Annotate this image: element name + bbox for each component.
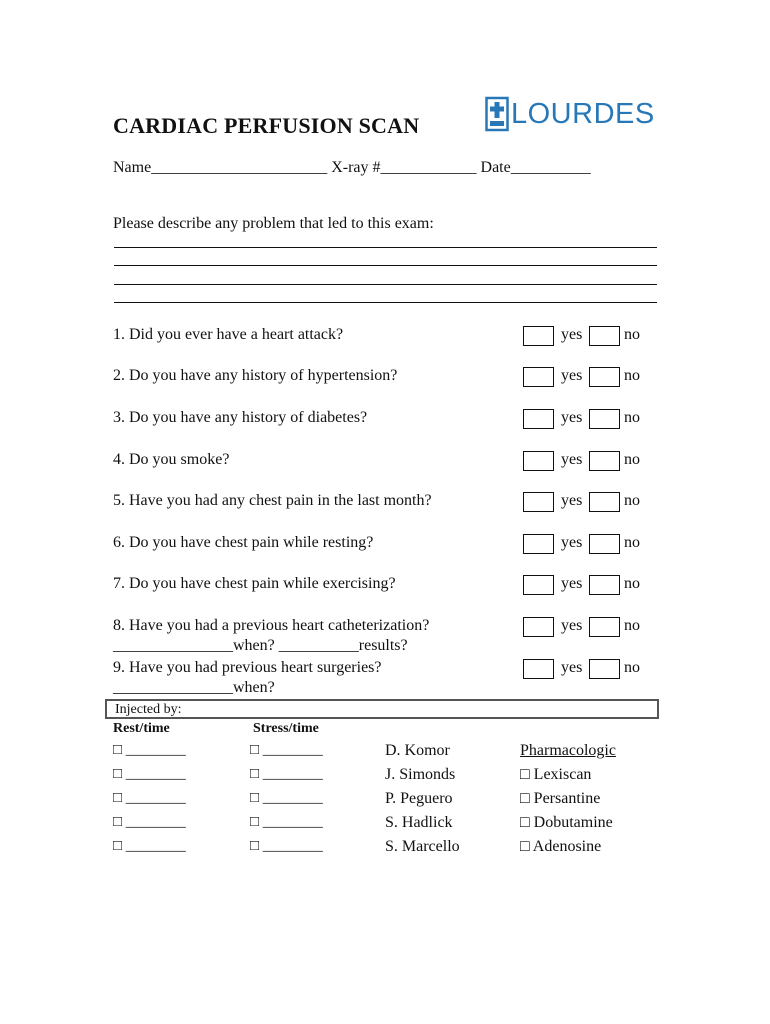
- no-checkbox[interactable]: [589, 575, 620, 595]
- yes-label: yes: [561, 326, 583, 343]
- no-checkbox[interactable]: [589, 659, 620, 679]
- question-text: 2. Do you have any history of hypertension?: [113, 367, 398, 384]
- no-checkbox[interactable]: [589, 367, 620, 387]
- question-text: 3. Do you have any history of diabetes?: [113, 409, 368, 426]
- question-text: 6. Do you have chest pain while resting?: [113, 534, 374, 551]
- hospital-logo: [485, 96, 655, 132]
- no-checkbox[interactable]: [589, 409, 620, 429]
- stress-time-entry[interactable]: □ ________: [250, 838, 323, 854]
- question-text: 4. Do you smoke?: [113, 451, 230, 468]
- rest-time-header: Rest/time: [113, 721, 170, 736]
- yes-checkbox[interactable]: [523, 534, 554, 554]
- yes-checkbox[interactable]: [523, 367, 554, 387]
- question-text: 1. Did you ever have a heart attack?: [113, 326, 344, 343]
- yes-label: yes: [561, 409, 583, 426]
- staff-name: S. Hadlick: [385, 814, 453, 831]
- injected-by-label: Injected by:: [115, 702, 182, 717]
- staff-name: D. Komor: [385, 742, 450, 759]
- yes-label: yes: [561, 659, 583, 676]
- answer-line-3[interactable]: [114, 284, 657, 285]
- yes-label: yes: [561, 534, 583, 551]
- pharmacologic-option[interactable]: □ Persantine: [520, 790, 601, 807]
- no-label: no: [624, 326, 640, 343]
- yes-label: yes: [561, 367, 583, 384]
- no-label: no: [624, 659, 640, 676]
- pharmacologic-option[interactable]: □ Dobutamine: [520, 814, 613, 831]
- no-label: no: [624, 575, 640, 592]
- staff-name: P. Peguero: [385, 790, 453, 807]
- yes-checkbox[interactable]: [523, 409, 554, 429]
- rest-time-entry[interactable]: □ ________: [113, 742, 186, 758]
- injected-by-box[interactable]: [105, 699, 659, 719]
- yes-checkbox[interactable]: [523, 575, 554, 595]
- no-label: no: [624, 367, 640, 384]
- yes-checkbox[interactable]: [523, 492, 554, 512]
- yes-label: yes: [561, 451, 583, 468]
- rest-time-entry[interactable]: □ ________: [113, 838, 186, 854]
- no-label: no: [624, 409, 640, 426]
- stress-time-entry[interactable]: □ ________: [250, 790, 323, 806]
- yes-checkbox[interactable]: [523, 451, 554, 471]
- staff-name: J. Simonds: [385, 766, 456, 783]
- answer-line-2[interactable]: [114, 265, 657, 266]
- yes-label: yes: [561, 617, 583, 634]
- pharmacologic-option[interactable]: □ Adenosine: [520, 838, 602, 855]
- question-text: 8. Have you had a previous heart catheterization?: [113, 617, 430, 634]
- stress-time-entry[interactable]: □ ________: [250, 742, 323, 758]
- answer-line-4[interactable]: [114, 302, 657, 303]
- rest-time-entry[interactable]: □ ________: [113, 814, 186, 830]
- yes-label: yes: [561, 575, 583, 592]
- patient-info-line[interactable]: Name______________________ X-ray #____________ Date__________: [113, 159, 591, 176]
- stress-time-entry[interactable]: □ ________: [250, 814, 323, 830]
- describe-prompt: Please describe any problem that led to this exam:: [113, 215, 434, 232]
- no-checkbox[interactable]: [589, 534, 620, 554]
- no-checkbox[interactable]: [589, 326, 620, 346]
- no-checkbox[interactable]: [589, 451, 620, 471]
- stress-time-header: Stress/time: [253, 721, 319, 736]
- pharmacologic-option[interactable]: □ Lexiscan: [520, 766, 592, 783]
- q8-followup[interactable]: _______________when? __________results?: [113, 637, 408, 654]
- rest-time-entry[interactable]: □ ________: [113, 766, 186, 782]
- question-text: 5. Have you had any chest pain in the last month?: [113, 492, 432, 509]
- yes-checkbox[interactable]: [523, 659, 554, 679]
- q9-followup[interactable]: _______________when?: [113, 679, 275, 696]
- yes-checkbox[interactable]: [523, 326, 554, 346]
- no-label: no: [624, 617, 640, 634]
- answer-line-1[interactable]: [114, 247, 657, 248]
- question-text: 7. Do you have chest pain while exercising?: [113, 575, 396, 592]
- yes-label: yes: [561, 492, 583, 509]
- page-title: CARDIAC PERFUSION SCAN: [113, 113, 420, 138]
- logo-text: LOURDES: [511, 97, 655, 130]
- no-checkbox[interactable]: [589, 617, 620, 637]
- no-checkbox[interactable]: [589, 492, 620, 512]
- rest-time-entry[interactable]: □ ________: [113, 790, 186, 806]
- cross-building-icon: [485, 96, 509, 132]
- yes-checkbox[interactable]: [523, 617, 554, 637]
- no-label: no: [624, 492, 640, 509]
- question-text: 9. Have you had previous heart surgeries?: [113, 659, 382, 676]
- no-label: no: [624, 534, 640, 551]
- staff-name: S. Marcello: [385, 838, 460, 855]
- no-label: no: [624, 451, 640, 468]
- pharmacologic-header: Pharmacologic: [520, 742, 616, 759]
- stress-time-entry[interactable]: □ ________: [250, 766, 323, 782]
